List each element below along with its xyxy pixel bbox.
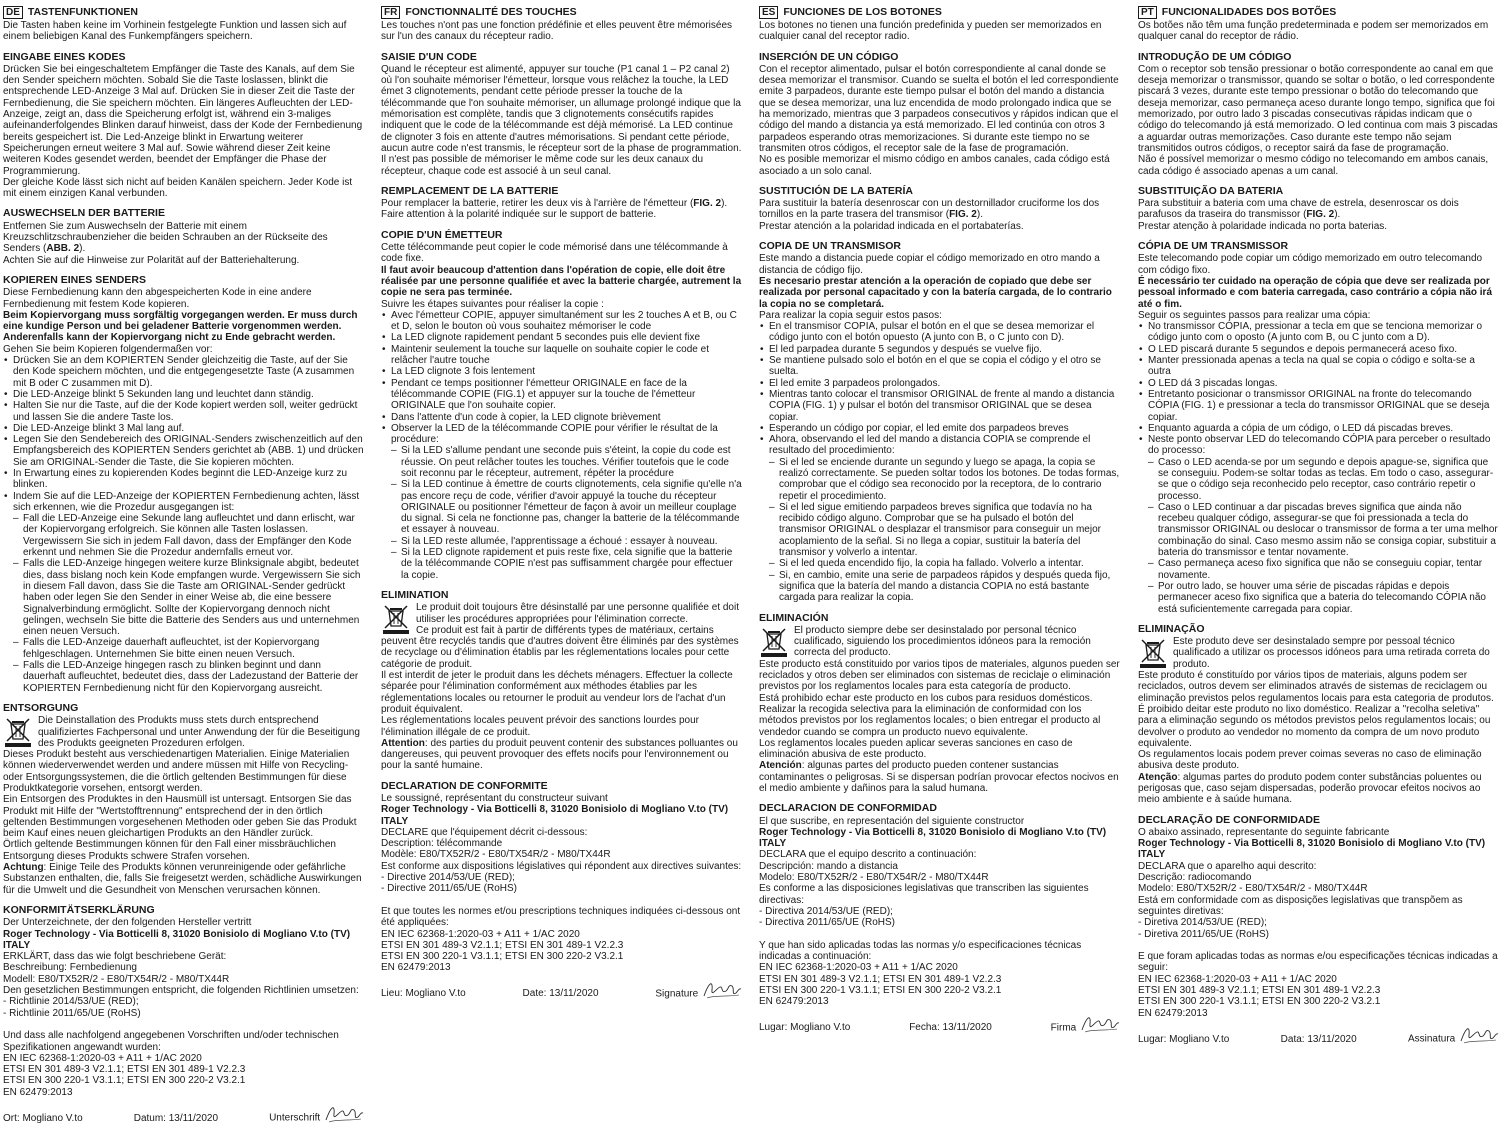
copy-step-item: • Legen Sie den Sendebereich des ORIGINAL-Senders zwischenzeitlich auf den Empfangsbereich des KOPIERTEN Senders gerichtet ab (ABB. 1) und drücken Sie am ORIGINAL-Sender die Taste, die Sie kopieren möchten.	[13, 434, 365, 468]
copy-step-item: • Se mantiene pulsado solo el botón en el que se copia el código y el otro se suelta.	[769, 355, 1121, 378]
copy-step-item: • Drücken Sie an dem KOPIERTEN Sender gleichzeitig die Taste, auf der Sie den Kode speichern möchten, und die entgegengesetzte Taste (A zusammen mit B oder C zusammen mit D).	[13, 355, 365, 389]
signature-line	[759, 1012, 1121, 1034]
copy-warning-text: Il faut avoir beaucoup d'attention dans l'opération de copie, elle doit être réalisée par une personne qualifiée et avec la batterie chargée, autrement la copie ne sera pas terminée.	[381, 264, 742, 299]
column-header	[3, 6, 365, 19]
battery-text: Para substituir a bateria com uma chave de estrela, desenroscar os dois parafusos da traseira do transmissor (FIG. 2). Prestar atenção à polaridade indicada no porta baterias.	[1138, 198, 1459, 232]
copy-step-item: • La LED clignote rapidement pendant 5 secondes puis elle devient fixe	[391, 332, 743, 343]
place-text: Lugar: Mogliano V.to	[759, 1022, 851, 1034]
copy-result-item: – Por outro lado, se houver uma série de piscadas rápidas e depois permanecer aceso fixo significa que a bateria do telecomando CÓPIA não está suficientemente carregada para copiar.	[1158, 581, 1500, 615]
copy-result-item: – Si la LED continue à émettre de courts clignotements, cela signifie qu'elle n'a pas encore reçu de code, vérifier d'avoir appuyé la touche du récepteur ORIGINALE ou positionner l'émetteur de façon à avoir un meilleur couplage du signal. Si cela ne fonctionne pas, changer la batterie de la télécommande et essayer à nouveau.	[401, 479, 743, 535]
section-title-disposal: ELIMINAÇÃO	[1138, 622, 1205, 635]
disposal-text: Le produit doit toujours être désinstallé par une personne qualifiée et doit utiliser les procédures appropriées pour l'élimination correcte. Ce produit est fait à partir de différents types de matériaux, certains peuvent être recyclés tandis que d'autres doivent être éliminés par des systèmes de recyclage ou d'élimination établis par les réglementations locales pour cette catégorie de produit. Il est interdit de jeter le produit dans les déchets ménagers. Effectuer la collecte séparée pour l'élimination conformément aux méthodes établies par les réglementations locales ou retourner le produit au vendeur lors de l'achat d'un produit équivalent. Les réglementations locales peuvent prévoir des sanctions lourdes pour l'élimination illégale de ce produit.	[381, 602, 739, 738]
section-title-copy-transmitter: COPIA DE UN TRANSMISOR	[759, 240, 901, 253]
copy-result-item: – Si la LED reste allumée, l'apprentissage a échoué : essayer à nouveau.	[401, 536, 743, 547]
copy-step-item: • El led emite 3 parpadeos prolongados.	[769, 378, 1121, 389]
handwritten-signature-icon	[1079, 1012, 1121, 1034]
battery-text: Pour remplacer la batterie, retirer les deux vis à l'arrière de l'émetteur (FIG. 2). Faire attention à la polarité indiquée sur le support de batterie.	[381, 198, 728, 221]
copy-result-item: – Si el led se enciende durante un segundo y luego se apaga, la copia se realizó correctamente. Se pueden soltar todos los botones. De todas formas, comprobar que el código sea reconocido por la receptora, de lo contrario repetir el procedimiento.	[779, 457, 1121, 502]
copy-step-item: • Esperando un código por copiar, el led emite dos parpadeos breves	[769, 423, 1121, 434]
copy-step-item: • Avec l'émetteur COPIE, appuyer simultanément sur les 2 touches A et B, ou C et D, selon le bouton où vous souhaitez mémoriser le code	[391, 310, 743, 333]
copy-warning-text: Beim Kopiervorgang muss sorgfältig vorgegangen werden. Er muss durch eine kundige Person und bei geladener Batterie vorgenommen werden. Anderenfalls kann der Kopiervorgang nicht zu Ende gebracht werden.	[3, 309, 358, 344]
copy-steps-list	[1138, 321, 1500, 457]
place-text: Lugar: Mogliano V.to	[1138, 1033, 1230, 1045]
language-column-pt	[1138, 6, 1500, 1045]
manufacturer-address: Roger Technology - Via Botticelli 8, 31020 Bonisiolo di Mogliano V.to (TV) ITALY	[381, 804, 729, 827]
copy-results-list	[759, 457, 1121, 604]
copy-steps-intro: Seguir os seguintes passos para realizar uma cópia:	[1138, 309, 1371, 321]
section-title-copy-transmitter: COPIE D'UN ÉMETTEUR	[381, 228, 503, 241]
section-title-copy-transmitter: CÓPIA DE UM TRANSMISSOR	[1138, 240, 1289, 253]
figure-reference: FIG. 2	[1306, 209, 1335, 221]
copy-step-item: • El led parpadea durante 5 segundos y después se vuelve fijo.	[769, 344, 1121, 355]
section-title-conformity: KONFORMITÄTSERKLÄRUNG	[3, 903, 155, 916]
disposal-block	[381, 602, 743, 771]
section-title-code-entry: INSERCIÓN DE UN CÓDIGO	[759, 50, 899, 63]
copy-results-list	[3, 513, 365, 694]
copy-step-item: • Dans l'attente d'un code à copier, la LED clignote brièvement	[391, 412, 743, 423]
disposal-block	[3, 715, 365, 896]
section-title-battery: SUSTITUCIÓN DE LA BATERÍA	[759, 184, 913, 197]
column-header	[381, 6, 743, 19]
language-code-badge: DE	[3, 6, 23, 19]
copy-step-item: • Maintenir seulement la touche sur laquelle on souhaite copier le code et relâcher l'autre touche	[391, 344, 743, 367]
copy-result-item: – Caso permaneça aceso fixo significa que não se conseguiu copiar, tentar novamente.	[1158, 558, 1500, 581]
disposal-block	[759, 625, 1121, 794]
copy-step-item: • No transmissor CÓPIA, pressionar a tecla em que se tenciona memorizar o código junto com o oposto (A junto com B, ou C junto com a D).	[1148, 321, 1500, 344]
code-entry-text: Com o receptor sob tensão pressionar o botão correspondente ao canal em que deseja memorizar o transmissor, quando se soltar o botão, o led correspondente piscará 3 vezes, durante este tempo pressionar o botão do telecomando que deseja memorizar, caso permaneça aceso durante longo tempo, significa que foi memorizado, por outro lado 3 piscadas consecutivas rápidas indicam que o código do telecomando já está memorizado. O led continua com mais 3 piscadas a aguardar outras memorizações. Caso durante este tempo não sejam transmitidos outros códigos, o receptor sairá da fase de programação. Não é possível memorizar o mesmo código no telecomando em ambos canais, cada código é associado apenas a um canal.	[1138, 63, 1498, 177]
disposal-attention-text: Achtung: Einige Teile des Produkts können verunreinigende oder gefährliche Substanzen enthalten, die, falls Sie freigesetzt werden, schädliche Auswirkungen für die Umwelt und die Gesundheit von Menschen verursachen können.	[3, 862, 362, 896]
copy-result-item: – Si la LED clignote rapidement et puis reste fixe, cela signifie que la batterie de la télécommande COPIE n'est pas suffisamment chargée pour effectuer la copie.	[401, 547, 743, 581]
copy-step-item: • Pendant ce temps positionner l'émetteur ORIGINALE en face de la télécommande COPIE (FIG.1) et appuyer sur la touche de l'émetteur ORIGINALE que l'on souhaite copier.	[391, 378, 743, 412]
figure-reference: FIG. 2	[949, 209, 977, 221]
copy-result-item: – Si, en cambio, emite una serie de parpadeos rápidos y después queda fijo, significa que la batería del mando a distancia COPIA no está bastante cargada para realizar la copia.	[779, 570, 1121, 604]
conformity-text: DECLARE que l'équipement décrit ci-dessous: Description: télécommande Modèle: E80/TX52R/2 - E80/TX54R/2 - M80/TX44R Est conforme aux dispositions législatives qui répondent aux directives suivantes: - Directive 2014/53/UE (RED); - Directive 2011/65/UE (RoHS) Et que toutes les normes et/ou prescriptions techniques indiquées ci-dessous ont été appliquées: EN IEC 62368-1:2020-03 + A11 + 1/AC 2020 ETSI EN 301 489-3 V2.1.1; ETSI EN 301 489-1 V2.2.3 ETSI EN 300 220-1 V3.1.1; ETSI EN 300 220-2 V3.2.1 EN 62479:2013	[381, 826, 742, 974]
copy-intro-text: Cette télécommande peut copier le code mémorisé dans une télécommande à code fixe.	[381, 242, 728, 265]
language-code-badge: FR	[381, 6, 400, 19]
copy-results-list	[381, 445, 743, 581]
copy-intro-text: Este mando a distancia puede copiar el código memorizado en otro mando a distancia de código fijo.	[759, 253, 1100, 276]
signature-label: Signature	[655, 988, 699, 1000]
signature-block	[1051, 1012, 1121, 1034]
section-title-disposal: ENTSORGUNG	[3, 701, 79, 714]
section-title-button-functions: FONCTIONNALITÉ DES TOUCHES	[405, 5, 577, 18]
copy-step-item: • Indem Sie auf die LED-Anzeige der KOPIERTEN Fernbedienung achten, lässt sich erkennen, wie die Prozedur ausgegangen ist:	[13, 491, 365, 514]
language-column-fr	[381, 6, 743, 1000]
signature-label: Firma	[1050, 1022, 1077, 1034]
crossed-out-bin-icon	[1138, 637, 1168, 668]
copy-result-item: – Caso o LED acenda-se por um segundo e depois apague-se, significa que se conseguiu. Podem-se soltar todas as teclas. Em todo o caso, assegurar-se que o código seja reconhecido pelo receptor, caso contrário repetir o processo.	[1158, 457, 1500, 502]
manufacturer-address: Roger Technology - Via Botticelli 8, 31020 Bonisiolo di Mogliano V.to (TV) ITALY	[1138, 838, 1486, 861]
copy-result-item: – Fall die LED-Anzeige eine Sekunde lang aufleuchtet und dann erlischt, war der Kopiervorgang erfolgreich. Sie können alle Tasten loslassen. Vergewissern Sie sich in jedem Fall davon, dass der Empfänger den Kode erkennt und nehmen Sie die Prozedur andernfalls erneut vor.	[23, 513, 365, 558]
section-title-battery: SUBSTITUIÇÃO DA BATERIA	[1138, 184, 1284, 197]
signature-line	[3, 1102, 365, 1124]
section-title-battery: AUSWECHSELN DER BATTERIE	[3, 207, 165, 220]
copy-warning-text: Es necesario prestar atención a la operación de copiado que debe ser realizada por personal capacitado y con la batería cargada, de lo contrario la copia no se completará.	[759, 275, 1112, 310]
disposal-text: Die Deinstallation des Produkts muss stets durch entsprechend qualifiziertes Fachpersonal und unter Anwendung der für die Beseitigung des Produkts geeigneten Prozeduren erfolgen. Dieses Produkt besteht aus verschiedenartigen Materialien. Einige Materialien können wiederverwendet werden und andere müssen mit Hilfe von Recycling- oder Entsorgungssystemen, die die örtlich geltenden Bestimmungen für diese Produktkategorie vorsehen, entsorgt werden. Ein Entsorgen des Produktes in den Hausmüll ist untersagt. Entsorgen Sie das Produkt mit Hilfe der "Wertstofftrennung" entsprechend der in den örtlich geltenden Bestimmungen vorgesehenen Methoden oder geben Sie das Produkt beim Kauf eines neuen gleichartigen Produkts an den Händler zurück. Örtlich geltende Bestimmungen können für den Fall einer missbräuchlichen Entsorgung dieses Produkts schwere Strafen vorsehen.	[3, 715, 360, 862]
handwritten-signature-icon	[323, 1102, 365, 1124]
crossed-out-bin-icon	[381, 603, 411, 634]
copy-step-item: • Manter pressionada apenas a tecla na qual se copia o código e solta-se a outra	[1148, 355, 1500, 378]
figure-reference: FIG. 2	[693, 198, 722, 210]
conformity-intro: O abaixo assinado, representante do seguinte fabricante	[1138, 826, 1390, 838]
conformity-text: DECLARA que el equipo descrito a continuación: Descripción: mando a distancia Modelo: E80/TX52R/2 - E80/TX54R/2 - M80/TX44R Es conforme a las disposiciones legislativas que transcriben las siguientes directivas: - Directiva 2014/53/UE (RED); - Directiva 2011/65/UE (RoHS) Y que han sido aplicadas todas las normas y/o especificaciones técnicas indicadas a continuación: EN IEC 62368-1:2020-03 + A11 + 1/AC 2020 ETSI EN 301 489-3 V2.1.1; ETSI EN 301 489-1 V2.2.3 ETSI EN 300 220-1 V3.1.1; ETSI EN 300 220-2 V3.2.1 EN 62479:2013	[759, 849, 1089, 1008]
column-header	[1138, 6, 1500, 19]
code-entry-text: Con el receptor alimentado, pulsar el botón correspondiente al canal donde se desea memorizar el transmisor. Cuando se suelta el botón el led correspondiente emite 3 parpadeos, durante este tiempo pulsar el botón del mando a distancia que se desea memorizar, una luz encendida de modo prolongado indica que se ha memorizado, mientras que 3 parpadeos consecutivos y rápidos indican que el código del mando a distancia ya está memorizado. El led continúa con otros 3 parpadeos esperando otras memorizaciones. Si durante este tiempo no se transmiten otros códigos, el receptor sale de la fase de programación. No es posible memorizar el mismo código en ambos canales, cada código está asociado a un solo canal.	[759, 63, 1119, 177]
section-title-code-entry: INTRODUÇÃO DE UM CÓDIGO	[1138, 50, 1292, 63]
intro-text: Os botões não têm uma função predeterminada e podem ser memorizados em qualquer canal do receptor de rádio.	[1138, 20, 1489, 43]
copy-steps-intro: Gehen Sie beim Kopieren folgendermaßen vor:	[3, 343, 213, 355]
section-title-button-functions: FUNCIONALIDADES DOS BOTÕES	[1161, 5, 1337, 18]
copy-step-item: • O LED dá 3 piscadas longas.	[1148, 378, 1500, 389]
copy-result-item: – Falls die LED-Anzeige hingegen weitere kurze Blinksignale abgibt, bedeutet dies, dass bislang noch kein Kode empfangen wurde. Vergewissern Sie sich in diesem Fall davon, dass Sie die Taste am ORIGINAL-Sender gedrückt haben oder legen Sie den Sender in einer Weise ab, die eine bessere Signalverbindung ermöglicht. Sollte der Kopiervorgang dennoch nicht gelingen, wechseln Sie bitte die Batterie des Senders aus und unternehmen einen neuen Versuch.	[23, 558, 365, 637]
intro-text: Les touches n'ont pas une fonction prédéfinie et elles peuvent être mémorisées sur l'un des canaux du récepteur radio.	[381, 20, 733, 43]
conformity-intro: El que suscribe, en representación del siguiente constructor	[759, 815, 1025, 827]
disposal-block	[1138, 636, 1500, 805]
copy-intro-text: Este telecomando pode copiar um código memorizado em outro telecomando com código fixo.	[1138, 253, 1483, 276]
copy-step-item: • Entretanto posicionar o transmissor ORIGINAL na fronte do telecomando CÓPIA (FIG. 1) e pressionar a tecla do transmissor ORIGINAL que se deseja copiar.	[1148, 389, 1500, 423]
figure-reference: ABB. 2	[46, 243, 80, 255]
signature-block	[269, 1102, 365, 1124]
conformity-intro: Le soussigné, représentant du constructeur suivant	[381, 793, 608, 804]
crossed-out-bin-icon	[759, 626, 789, 657]
place-text: Lieu: Mogliano V.to	[381, 988, 466, 1000]
copy-steps-intro: Para realizar la copia seguir estos pasos:	[759, 309, 942, 321]
language-column-de	[3, 6, 365, 1124]
handwritten-signature-icon	[1458, 1023, 1500, 1045]
disposal-text: Este produto deve ser desinstalado sempre por pessoal técnico qualificado a utilizar os processos idóneos para uma retirada correta do produto. Este produto é constituído por vários tipos de materiais, alguns podem ser reciclados, outros devem ser eliminados através de sistemas de reciclagem ou eliminação previstos pelos regulamentos locais para esta categoria de produtos. É proibido deitar este produto no lixo doméstico. Realizar a "recolha seletiva" para a eliminação segundo os métodos previstos pelos regulamentos locais; ou devolver o produto ao vendedor no momento da compra de um novo produto equivalente. Os regulamentos locais podem prever coimas severas no caso de eliminação abusiva deste produto.	[1138, 636, 1494, 772]
manufacturer-address: Roger Technology - Via Botticelli 8, 31020 Bonisiolo di Mogliano V.to (TV) ITALY	[3, 928, 351, 951]
code-entry-text: Drücken Sie bei eingeschaltetem Empfänger die Taste des Kanals, auf dem Sie den Sender speichern möchten. Sobald Sie die Taste loslassen, blinkt die entsprechende LED-Anzeige 3 Mal auf. Drücken Sie in dieser Zeit die Taste der Fernbedienung, die Sie speichern möchten. Ein längeres Aufleuchten der LED-Anzeige, zeigt an, dass die Speicherung erfolgt ist, während ein 3-maliges aufeinanderfolgendes Blinken darauf hinweist, dass der Kode der Fernbedienung bereits gespeichert ist. Die Led-Anzeige blinkt in Erwartung weiterer Speicherungen erneut weitere 3 Mal auf. Sowie während dieser Zeit keine weiteren Kodes gesendet werden, beendet der Empfänger die Phase der Programmierung. Der gleiche Kode lässt sich nicht auf beiden Kanälen speichern. Jeder Kode ist mit einem einzigen Kanal verbunden.	[3, 63, 363, 200]
language-code-badge: ES	[759, 6, 778, 19]
copy-step-item: • La LED clignote 3 fois lentement	[391, 366, 743, 377]
intro-text: Die Tasten haben keine im Vorhinein festgelegte Funktion und lassen sich auf einem beliebigen Kanal des Funkempfängers speichern.	[3, 20, 347, 43]
copy-step-item: • O LED piscará durante 5 segundos e depois permanecerá aceso fixo.	[1148, 344, 1500, 355]
column-header	[759, 6, 1121, 19]
manufacturer-address: Roger Technology - Via Botticelli 8, 31020 Bonisiolo di Mogliano V.to (TV) ITALY	[759, 826, 1107, 850]
signature-label: Assinatura	[1407, 1033, 1456, 1045]
section-title-copy-transmitter: KOPIEREN EINES SENDERS	[3, 273, 146, 286]
copy-step-item: • Ahora, observando el led del mando a distancia COPIA se comprende el resultado del procedimiento:	[769, 434, 1121, 457]
signature-line	[381, 978, 743, 1000]
copy-warning-text: É necessário ter cuidado na operação de cópia que deve ser realizada por pessoal informado e com bateria carregada, caso contrário a cópia não irá até o fim.	[1138, 275, 1493, 310]
conformity-text: DECLARA que o aparelho aqui descrito: Descrição: radiocomando Modelo: E80/TX52R/2 - E80/TX54R/2 - M80/TX44R Está em conformidade com as disposições legislativas que transpõem as seguintes diretivas: - Diretiva 2014/53/UE (RED); - Diretiva 2011/65/UE (RoHS) E que foram aplicadas todas as normas e/ou especificações técnicas indicadas a seguir: EN IEC 62368-1:2020-03 + A11 + 1/AC 2020 ETSI EN 301 489-3 V2.1.1; ETSI EN 301 489-1 V2.2.3 ETSI EN 300 220-1 V3.1.1; ETSI EN 300 220-2 V3.2.1 EN 62479:2013	[1138, 860, 1498, 1019]
section-title-disposal: ELIMINACIÓN	[759, 611, 829, 624]
copy-result-item: – Si el led queda encendido fijo, la copia ha fallado. Volverlo a intentar.	[779, 558, 1121, 569]
section-title-code-entry: EINGABE EINES KODES	[3, 50, 126, 63]
copy-steps-list	[3, 355, 365, 513]
conformity-text: ERKLÄRT, dass das wie folgt beschriebene Gerät: Beschreibung: Fernbedienung Modell: E80/TX52R/2 - E80/TX54R/2 - M80/TX44R Den gesetzlichen Bestimmungen entspricht, die folgenden Richtlinien umsetzen: - Richtlinie 2014/53/UE (RED); - Richtlinie 2011/65/UE (RoHS) Und dass alle nachfolgend angegebenen Vorschriften und/oder technischen Spezifikationen angewandt wurden: EN IEC 62368-1:2020-03 + A11 + 1/AC 2020 ETSI EN 301 489-3 V2.1.1; ETSI EN 301 489-1 V2.2.3 ETSI EN 300 220-1 V3.1.1; ETSI EN 300 220-2 V3.2.1 EN 62479:2013	[3, 951, 359, 1098]
copy-step-item: • Mientras tanto colocar el transmisor ORIGINAL de frente al mando a distancia COPIA (FIG. 1) y pulsar el botón del transmisor ORIGINAL que se desea copiar.	[769, 389, 1121, 423]
date-text: Data: 13/11/2020	[1280, 1033, 1357, 1045]
crossed-out-bin-icon	[3, 716, 33, 747]
copy-results-list	[1138, 457, 1500, 615]
copy-step-item: • In Erwartung eines zu kopierenden Kodes beginnt die LED-Anzeige kurz zu blinken.	[13, 468, 365, 491]
copy-result-item: – Si la LED s'allume pendant une seconde puis s'éteint, la copie du code est réussie. On peut relâcher toutes les touches. Vérifier toutefois que le code soit reconnu par le récepteur, autrement, répéter la procédure	[401, 445, 743, 479]
section-title-button-functions: TASTENFUNKTIONEN	[27, 5, 138, 18]
section-title-conformity: DECLARACION DE CONFORMIDAD	[759, 802, 937, 815]
handwritten-signature-icon	[701, 978, 743, 1000]
disposal-text: El producto siempre debe ser desinstalado por personal técnico cualificado, siguiendo los procedimientos idóneos para la remoción correcta del producto. Este producto está constituido por varios tipos de materiales, algunos pueden ser reciclados y otros deben ser eliminados con sistemas de reciclaje o eliminación previstos por los reglamentos locales para esta categoría de producto. Está prohibido echar este producto en los cubos para residuos domésticos. Realizar la recogida selectiva para la eliminación de conformidad con los métodos previstos por los reglamentos locales; o bien entregar el producto al vendedor cuando se compra un producto nuevo equivalente. Los reglamentos locales pueden aplicar severas sanciones en caso de eliminación abusiva de este producto.	[759, 624, 1120, 761]
disposal-attention-text: Attention: des parties du produit peuvent contenir des substances polluantes ou dangereuses, qui peuvent provoquer des effets nocifs pour l'environnement ou pour la santé humaine.	[381, 737, 738, 772]
intro-text: Los botones no tienen una función predefinida y pueden ser memorizados en cualquier canal del receptor radio.	[759, 20, 1102, 43]
section-title-conformity: DECLARATION DE CONFORMITE	[381, 779, 548, 792]
section-title-button-functions: FUNCIONES DE LOS BOTONES	[783, 5, 942, 18]
battery-text: Entfernen Sie zum Auswechseln der Batterie mit einem Kreuzschlitzschraubenzieher die beiden Schrauben an der Rückseite des Senders (ABB. 2). Achten Sie auf die Hinweise zur Polarität auf der Batteriehalterung.	[3, 220, 328, 266]
copy-step-item: • Die LED-Anzeige blinkt 3 Mal lang auf.	[13, 423, 365, 434]
signature-block	[655, 978, 743, 1000]
copy-step-item: • Die LED-Anzeige blinkt 5 Sekunden lang und leuchtet dann ständig.	[13, 389, 365, 400]
disposal-attention-text: Atención: algunas partes del producto pueden contener sustancias contaminantes o peligrosas. Si se dispersan podrían provocar efectos nocivos en el medio ambiente y dañinos para la salud humana.	[759, 760, 1119, 794]
signature-block	[1408, 1023, 1500, 1045]
copy-step-item: • Halten Sie nur die Taste, auf die der Kode kopiert werden soll, weiter gedrückt und lassen Sie die andere Taste los.	[13, 400, 365, 423]
copy-steps-list	[381, 310, 743, 446]
copy-step-item: • En el transmisor COPIA, pulsar el botón en el que se desea memorizar el código junto con el botón opuesto (A junto con B, o C junto con D).	[769, 321, 1121, 344]
copy-steps-list	[759, 321, 1121, 457]
signature-line	[1138, 1023, 1500, 1045]
language-code-badge: PT	[1138, 6, 1157, 19]
date-text: Fecha: 13/11/2020	[909, 1022, 992, 1034]
copy-result-item: – Falls die LED-Anzeige dauerhaft aufleuchtet, ist der Kopiervorgang fehlgeschlagen. Unternehmen Sie bitte einen neuen Versuch.	[23, 637, 365, 660]
copy-result-item: – Caso o LED continuar a dar piscadas breves significa que ainda não recebeu qualquer código, assegurar-se que foi pressionada a tecla do transmissor ORIGINAL ou deslocar o transmissor de forma a ter uma melhor combinação do sinal. Caso mesmo assim não se consiga copiar, substituir a bateria do transmissor e tentar novamente.	[1158, 502, 1500, 558]
copy-step-item: • Enquanto aguarda a cópia de um código, o LED dá piscadas breves.	[1148, 423, 1500, 434]
place-text: Ort: Mogliano V.to	[3, 1112, 83, 1124]
disposal-attention-text: Atenção: algumas partes do produto podem conter substâncias poluentes ou perigosas que, caso sejam dispersadas, poderão provocar efeitos nocivos ao meio ambiente e à saúde humana.	[1138, 771, 1482, 806]
copy-step-item: • Observer la LED de la télécommande COPIE pour vérifier le résultat de la procédure:	[391, 423, 743, 446]
copy-result-item: – Si el led sigue emitiendo parpadeos breves significa que todavía no ha recibido código alguno. Comprobar que se ha pulsado el botón del transmisor ORIGINAL o desplazar el transmisor para conseguir un mejor acoplamiento de la señal. Si no llega a copiar, sustituir la batería del transmisor y volverlo a intentar.	[779, 502, 1121, 558]
copy-intro-text: Diese Fernbedienung kann den abgespeicherten Kode in eine andere Fernbedienung mit festem Kode kopieren.	[3, 287, 312, 310]
signature-label: Unterschrift	[269, 1112, 321, 1124]
battery-text: Para sustituir la batería desenroscar con un destornillador cruciforme los dos tornillos en la parte trasera del transmisor (FIG. 2). Prestar atención a la polaridad indicada en el portabaterías.	[759, 198, 1100, 232]
copy-result-item: – Falls die LED-Anzeige hingegen rasch zu blinken beginnt und dann dauerhaft aufleuchtet, bedeutet dies, dass der Ladezustand der Batterie der KOPIERTEN Fernbedienung nicht für den Kopiervorgang ausreicht.	[23, 660, 365, 694]
copy-step-item: • Neste ponto observar LED do telecomando CÓPIA para perceber o resultado do processo:	[1148, 434, 1500, 457]
section-title-code-entry: SAISIE D'UN CODE	[381, 50, 477, 63]
language-column-es	[759, 6, 1121, 1034]
copy-steps-intro: Suivre les étapes suivantes pour réaliser la copie :	[381, 298, 604, 310]
date-text: Datum: 13/11/2020	[133, 1112, 219, 1124]
conformity-intro: Der Unterzeichnete, der den folgenden Hersteller vertritt	[3, 917, 252, 929]
code-entry-text: Quand le récepteur est alimenté, appuyer sur touche (P1 canal 1 – P2 canal 2) où l'on souhaite mémoriser l'émetteur, lorsque vous relâchez la touche, la LED émet 3 clignotements, pendant cette période presser la touche de la télécommande que l'on souhaite mémoriser, un allumage prolongé indique que la mémorisation est complète, tandis que 3 clignotements consécutifs rapides indiquent que le code de la télécommande est déjà mémorisé. La LED continue de clignoter 3 fois en attente d'autres mémorisations. Si pendant cette période, aucun autre code n'est transmis, le récepteur sort de la phase de programmation. Il n'est pas possible de mémoriser le même code sur les deux canaux du récepteur, chaque code est associé à un seul canal.	[381, 63, 742, 177]
section-title-battery: REMPLACEMENT DE LA BATTERIE	[381, 184, 559, 197]
section-title-conformity: DECLARAÇÃO DE CONFORMIDADE	[1138, 813, 1320, 826]
date-text: Date: 13/11/2020	[522, 988, 599, 1000]
section-title-disposal: ELIMINATION	[381, 588, 449, 601]
